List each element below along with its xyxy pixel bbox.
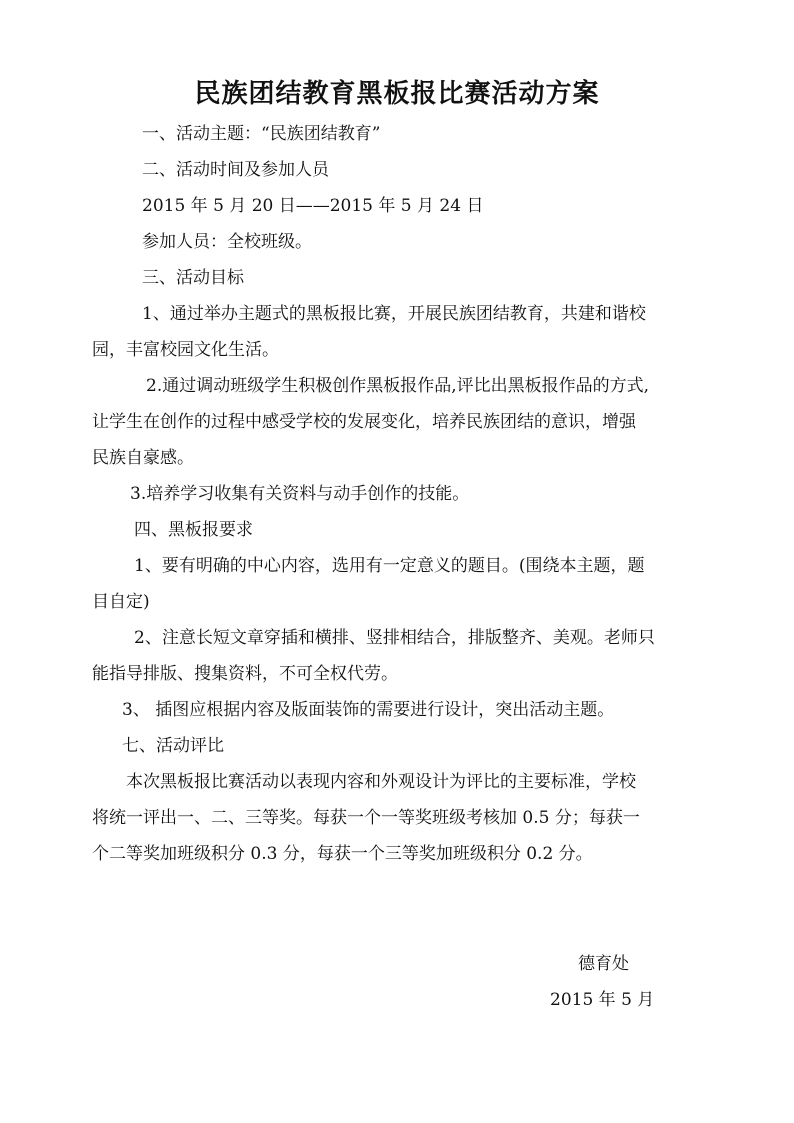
goal-1-line-2: 园，丰富校园文化生活。 <box>92 340 279 360</box>
req-2-line-2: 能指导排版、搜集资料，不可全权代劳。 <box>92 664 398 684</box>
document-title: 民族团结教育黑板报比赛活动方案 <box>194 79 600 109</box>
participants: 参加人员：全校班级。 <box>142 232 312 252</box>
section-eval-heading: 七、活动评比 <box>122 736 224 756</box>
req-1-line-1: 1、要有明确的中心内容，选用有一定意义的题目。(围绕本主题，题 <box>134 556 645 576</box>
req-3: 3、 插图应根据内容及版面装饰的需要进行设计，突出活动主题。 <box>122 700 615 720</box>
eval-line-2: 将统一评出一、二、三等奖。每获一个一等奖班级考核加 0.5 分；每获一 <box>92 808 640 828</box>
section-time-heading: 二、活动时间及参加人员 <box>142 160 329 180</box>
goal-2-line-2: 让学生在创作的过程中感受学校的发展变化，培养民族团结的意识，增强 <box>92 412 636 432</box>
goal-1-line-1: 1、通过举办主题式的黑板报比赛，开展民族团结教育，共建和谐校 <box>142 304 646 324</box>
signature-department: 德育处 <box>578 954 629 974</box>
section-goal-heading: 三、活动目标 <box>142 268 244 288</box>
goal-3: 3.培养学习收集有关资料与动手创作的技能。 <box>130 484 470 504</box>
goal-2-line-1: 2.通过调动班级学生积极创作黑板报作品,评比出黑板报作品的方式, <box>146 376 650 396</box>
eval-line-3: 个二等奖加班级积分 0.3 分，每获一个三等奖加班级积分 0.2 分。 <box>92 844 593 864</box>
time-range: 2015 年 5 月 20 日——2015 年 5 月 24 日 <box>142 196 484 216</box>
eval-line-1: 本次黑板报比赛活动以表现内容和外观设计为评比的主要标准，学校 <box>126 772 636 792</box>
goal-2-line-3: 民族自豪感。 <box>92 448 194 468</box>
section-req-heading: 四、黑板报要求 <box>134 520 253 540</box>
section-theme: 一、活动主题：“民族团结教育” <box>142 124 381 144</box>
signature-date: 2015 年 5 月 <box>550 990 655 1010</box>
req-1-line-2: 目自定) <box>92 592 150 612</box>
req-2-line-1: 2、注意长短文章穿插和横排、竖排相结合，排版整齐、美观。老师只 <box>134 628 655 648</box>
